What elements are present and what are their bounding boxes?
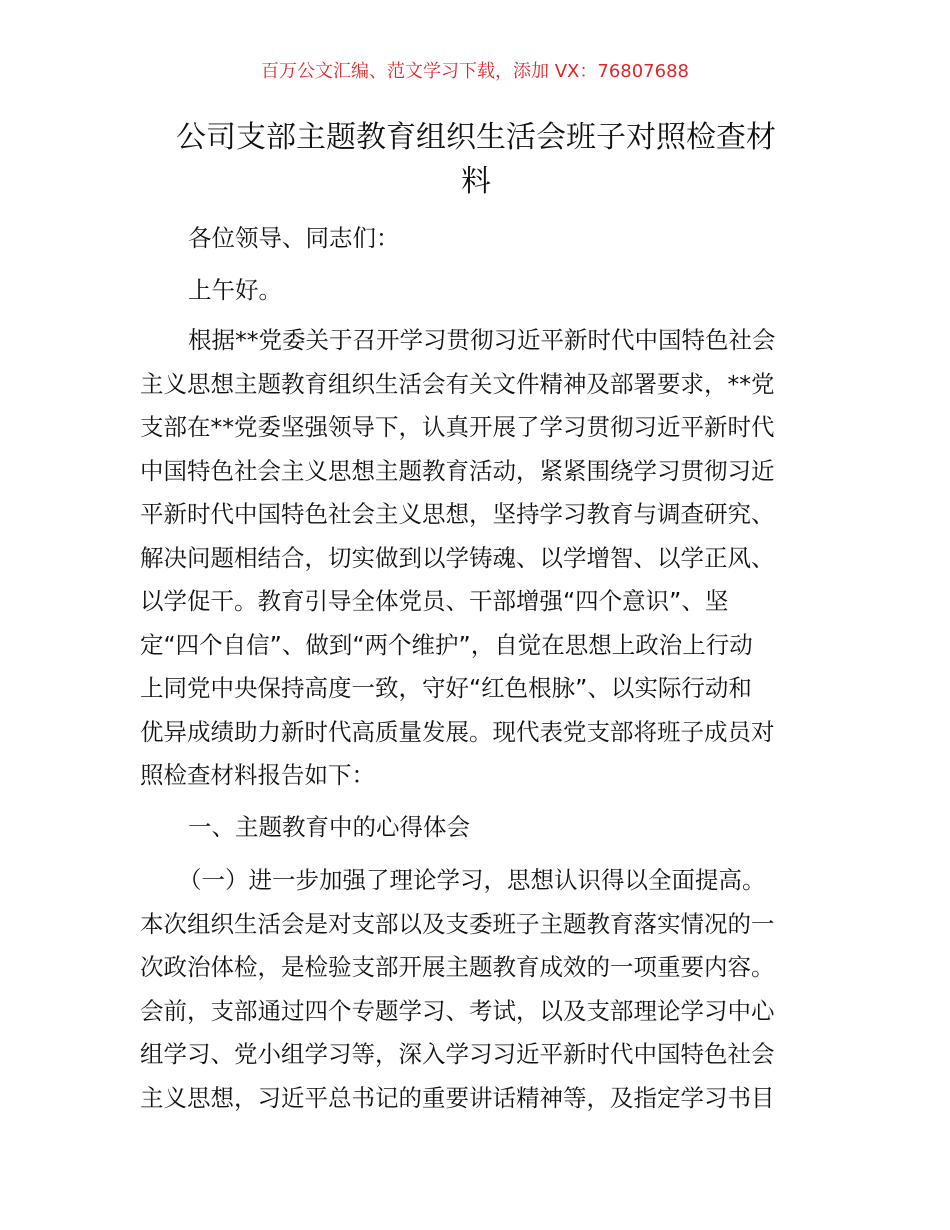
- greeting: 上午好。: [188, 276, 282, 304]
- text-line: 组学习、党小组学习等，深入学习习近平新时代中国特色社会: [140, 1040, 775, 1068]
- salutation: 各位领导、同志们：: [188, 224, 400, 252]
- text-line: 支部在**党委坚强领导下，认真开展了学习贯彻习近平新时代: [140, 413, 775, 441]
- text-line: 本次组织生活会是对支部以及支委班子主题教育落实情况的一: [140, 909, 775, 938]
- text-line: 会前，支部通过四个专题学习、考试，以及支部理论学习中心: [140, 996, 775, 1025]
- text-line: 平新时代中国特色社会主义思想，坚持学习教育与调查研究、: [140, 500, 775, 528]
- text-line: 照检查材料报告如下：: [140, 761, 375, 789]
- text-line: 主义思想，习近平总书记的重要讲话精神等，及指定学习书目: [140, 1083, 775, 1112]
- title-line: 公司支部主题教育组织生活会班子对照检查材: [176, 120, 776, 155]
- promo-header: 百万公文汇编、范文学习下载，添加 VX：76807688: [261, 61, 689, 82]
- text-line: 中国特色社会主义思想主题教育活动，紧紧围绕学习贯彻习近: [140, 456, 775, 485]
- text-line: 解决问题相结合，切实做到以学铸魂、以学增智、以学正风、: [140, 543, 775, 572]
- text-line: 次政治体检，是检验支部开展主题教育成效的一项重要内容。: [140, 953, 775, 981]
- title-line: 料: [461, 164, 491, 199]
- text-line: 优异成绩助力新时代高质量发展。现代表党支部将班子成员对: [140, 717, 775, 746]
- text-line: （一）进一步加强了理论学习，思想认识得以全面提高。: [178, 866, 766, 894]
- document-title: [140, 116, 812, 204]
- text-line: 上同党中央保持高度一致，守好“红色根脉”、以实际行动和: [140, 674, 752, 702]
- text-line: 以学促干。教育引导全体党员、干部增强“四个意识”、坚: [140, 587, 729, 615]
- section-heading: 一、主题教育中的心得体会: [188, 813, 470, 841]
- text-line: 根据**党委关于召开学习贯彻习近平新时代中国特色社会: [188, 326, 776, 354]
- text-line: 定“四个自信”、做到“两个维护”，自觉在思想上政治上行动: [140, 630, 753, 659]
- text-line: 主义思想主题教育组织生活会有关文件精神及部署要求，**党: [140, 369, 775, 398]
